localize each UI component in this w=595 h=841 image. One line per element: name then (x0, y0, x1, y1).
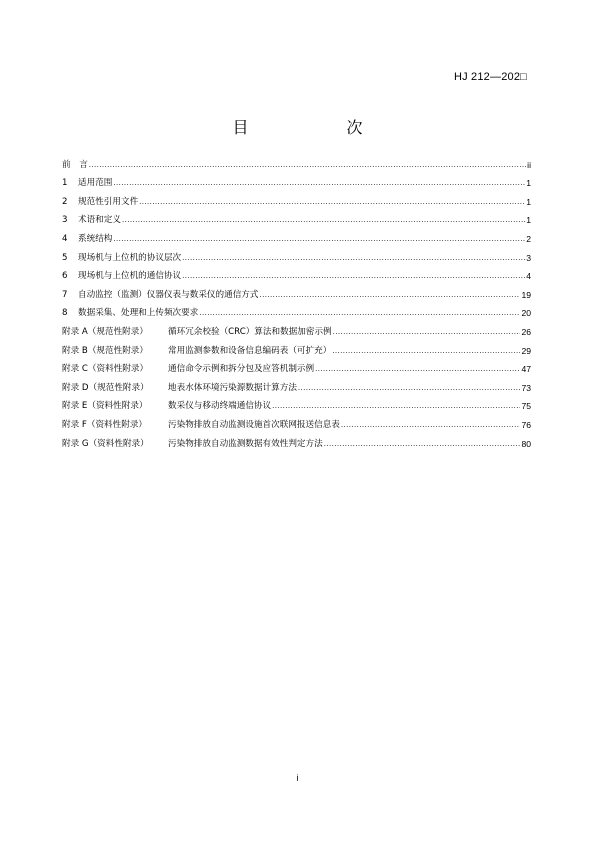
toc-entry-page: 29 (521, 345, 531, 356)
toc-entry-chapter-4[interactable] (62, 226, 531, 245)
toc-entry-label: 术语和定义 (78, 215, 121, 226)
toc-appendix-head: 附录 C（资料性附录） (62, 364, 149, 375)
toc-leader-dots (324, 439, 521, 450)
toc-entry-label: 数采仪与移动终端通信协议 (168, 401, 272, 412)
toc-entry-page: 26 (521, 326, 531, 337)
toc-leader-dots (298, 383, 521, 394)
toc-entry-label: 地表水体环境污染源数据计算方法 (168, 382, 297, 393)
toc-entry-page: 75 (521, 401, 531, 412)
toc-entry-label: 污染物排放自动监测数据有效性判定方法 (168, 438, 323, 449)
toc-entry-chapter-1[interactable] (62, 171, 531, 190)
toc-leader-dots (182, 253, 525, 264)
toc-entry-label: 系统结构 (78, 233, 113, 244)
toc-leader-dots (89, 160, 526, 171)
toc-appendices (62, 319, 531, 449)
toc-entry-label: 规范性引用文件 (78, 196, 139, 207)
toc-entry-label: 自动监控（监测）仪器仪表与数采仪的通信方式 (78, 289, 259, 300)
toc-entry-page: 80 (521, 438, 531, 449)
toc-entry-chapter-8[interactable] (62, 301, 531, 320)
toc-entry-number: 6 (62, 271, 68, 282)
toc-entry-page: 3 (526, 252, 531, 263)
toc-entry-number: 2 (62, 196, 68, 207)
toc-leader-dots (333, 327, 521, 338)
toc-entry-number: 3 (62, 215, 68, 226)
toc-entry-number: 5 (62, 252, 68, 263)
toc-entry-page: 19 (521, 289, 531, 300)
toc-entry-page: 73 (521, 382, 531, 393)
toc-entry-appendix[interactable] (62, 357, 531, 376)
toc-appendix-head: 附录 G（资料性附录） (62, 438, 149, 449)
toc-entry-appendix[interactable] (62, 412, 531, 431)
toc-entry-label: 污染物排放自动监测设施首次联网报送信息表 (168, 419, 340, 430)
toc-entry-label: 通信命令示例和拆分包及应答机制示例 (168, 364, 315, 375)
toc-entry-page: 1 (526, 196, 531, 207)
toc-entry-chapter-7[interactable] (62, 282, 531, 301)
toc-leader-dots (139, 197, 525, 208)
toc-entry-number: 7 (62, 289, 68, 300)
toc-entry-page: 2 (526, 233, 531, 244)
toc-entry-label: 现场机与上位机的协议层次 (78, 252, 182, 263)
toc-leader-dots (315, 364, 520, 375)
toc-entry-chapter-5[interactable] (62, 245, 531, 264)
toc-entry-appendix[interactable] (62, 394, 531, 413)
toc-entry-label: 适用范围 (78, 178, 113, 189)
toc-entry-number: 8 (62, 308, 68, 319)
toc-appendix-head: 附录 F（资料性附录） (62, 419, 148, 430)
toc-entry-label: 常用监测参数和设备信息编码表（可扩充） (168, 345, 332, 356)
toc-entry-page: 1 (526, 178, 531, 189)
toc-leader-dots (199, 308, 520, 319)
toc-entry-page: 76 (521, 419, 531, 430)
toc-leader-dots (272, 401, 520, 412)
toc-chapters (62, 171, 531, 320)
toc-leader-dots (122, 215, 525, 226)
toc-entry-number: 4 (62, 233, 68, 244)
toc-entry-foreword[interactable] (62, 152, 531, 171)
toc-leader-dots (113, 178, 525, 189)
toc-entry-label: 循环冗余校验（CRC）算法和数据加密示例 (168, 326, 332, 337)
toc-entry-page: 20 (521, 308, 531, 319)
document-code: HJ 212—202□ (453, 71, 527, 83)
toc-appendix-head: 附录 B（规范性附录） (62, 345, 148, 356)
toc-entry-chapter-6[interactable] (62, 264, 531, 283)
page-title: 目 次 (232, 118, 385, 137)
toc-entry-appendix[interactable] (62, 375, 531, 394)
toc-entry-page: 4 (526, 271, 531, 282)
toc-entry-label: 现场机与上位机的通信协议 (78, 271, 182, 282)
toc-entry-number: 1 (62, 178, 68, 189)
toc-entry-label: 数据采集、处理和上传频次要求 (78, 308, 199, 319)
page-number: i (296, 773, 299, 783)
toc-entry-label: 前 言 (62, 159, 88, 170)
toc-appendix-head: 附录 D（规范性附录） (62, 382, 149, 393)
toc-leader-dots (182, 271, 525, 282)
toc-entry-appendix[interactable] (62, 338, 531, 357)
toc-leader-dots (341, 420, 521, 431)
toc-leader-dots (113, 234, 525, 245)
toc-leader-dots (259, 290, 520, 301)
toc-appendix-head: 附录 E（资料性附录） (62, 401, 148, 412)
toc-entry-chapter-3[interactable] (62, 208, 531, 227)
toc-entry-page: 1 (526, 215, 531, 226)
toc-entry-chapter-2[interactable] (62, 189, 531, 208)
toc-appendix-head: 附录 A（规范性附录） (62, 326, 148, 337)
toc-leader-dots (332, 346, 520, 357)
toc-entry-appendix[interactable] (62, 431, 531, 450)
toc-entry-page: ii (527, 159, 531, 170)
toc-entry-appendix[interactable] (62, 319, 531, 338)
toc-entry-page: 47 (521, 364, 531, 375)
table-of-contents (62, 152, 531, 450)
